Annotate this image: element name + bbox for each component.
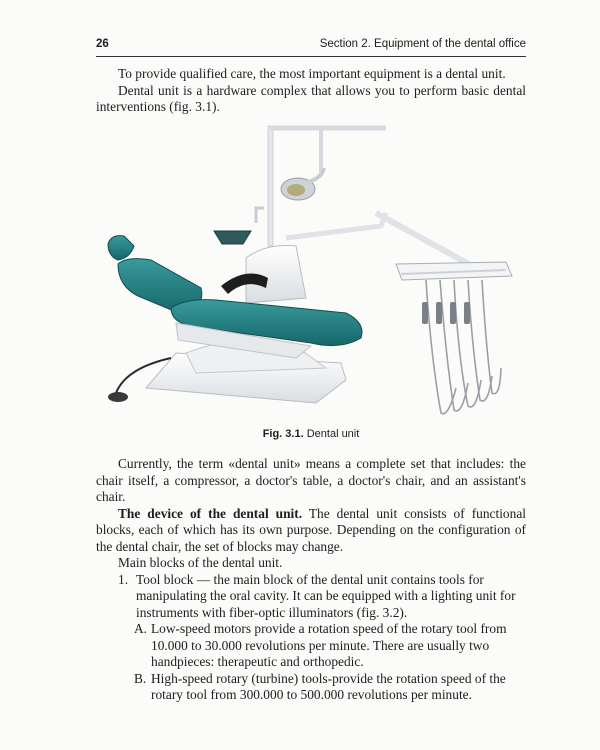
list-item-text: Tool block — the main block of the dental unit contains tools for manipulating the oral cavity. It can be equipped with a lighting unit for instruments with fiber-optic illuminators (fig. 3.2).	[136, 571, 516, 620]
main-text	[96, 456, 526, 704]
list-item-text: Low-speed motors provide a rotation speed of the rotary tool from 10.000 to 30.000 revolutions per minute. There are usually two handpieces: therapeutic and orthopedic.	[151, 621, 507, 669]
figure-label: Fig. 3.1.	[262, 428, 304, 440]
dental-unit-figure	[96, 118, 526, 423]
list-marker: 1.	[118, 571, 129, 587]
page-number: 26	[96, 38, 109, 50]
intro-block	[96, 66, 526, 116]
running-header	[96, 38, 526, 57]
list-item	[96, 621, 526, 671]
list-item-text: High-speed rotary (turbine) tools-provide the rotation speed of the rotary tool from 300.000 to 500.000 revolutions per minute.	[151, 670, 506, 702]
list-marker: A.	[134, 621, 148, 636]
device-heading: The device of the dental unit.	[118, 505, 303, 521]
paragraph-main-blocks: Main blocks of the dental unit.	[118, 555, 283, 570]
paragraph-device	[96, 506, 526, 556]
device-text: The dental unit consists of functional blocks, each of which has its own purpose. Depending on the configuration of the dental chair, the set of blocks may change.	[96, 505, 526, 554]
list-item	[96, 572, 526, 622]
dental-unit-illustration	[96, 118, 526, 423]
paragraph-currently: Currently, the term «dental unit» means a complete set that includes: the chair itself, a compressor, a doctor's table, a doctor's chair, and an assistant's chair.	[96, 456, 526, 504]
intro-paragraph-2: Dental unit is a hardware complex that allows you to perform basic dental interventions (fig. 3.1).	[96, 82, 526, 114]
list-marker: B.	[134, 670, 147, 686]
intro-paragraph-1: To provide qualified care, the most important equipment is a dental unit.	[118, 66, 506, 81]
list-item	[96, 671, 526, 704]
figure-caption	[96, 428, 526, 440]
section-title: Section 2. Equipment of the dental office	[319, 38, 526, 50]
figure-caption-text: Dental unit	[303, 428, 360, 440]
